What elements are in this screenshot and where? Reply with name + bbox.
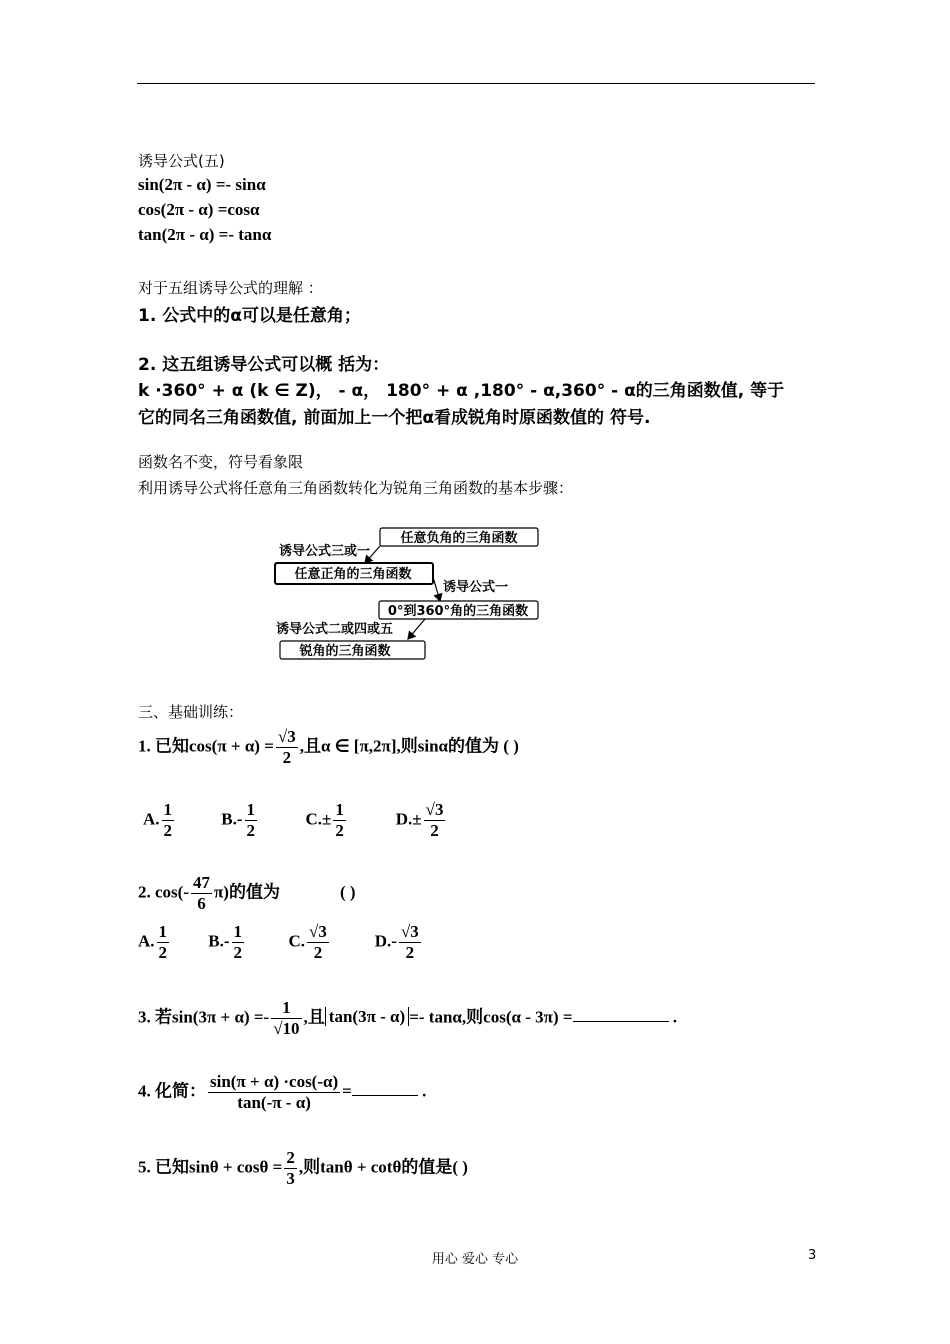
page-footer: 用心 爱心 专心: [431, 1252, 519, 1267]
q1-frac-num: √3: [277, 727, 296, 746]
q1-suffix: ,且α ∈ [π,2π],则sinα的值为 ( ): [299, 736, 519, 756]
box-positive-angle-label: 任意正角的三角函数: [294, 567, 412, 582]
q4-answer-blank[interactable]: [352, 1081, 418, 1096]
q2-option-a[interactable]: A. $\frac{1}{2}$: [138, 922, 168, 962]
section-title: 诱导公式(五): [138, 152, 225, 170]
question-2: 2. cos(- $\frac{47}{6}$ π)的值为 ( ): [138, 873, 356, 913]
formula-sin: sin(2π - α) =- sinα: [138, 175, 266, 194]
understanding-point-2-title: 2. 这五组诱导公式可以概 括为：: [138, 355, 390, 375]
q5-fraction: $\frac{2}{3}$: [286, 1148, 295, 1188]
label-formula-3-or-1: 诱导公式三或一: [279, 544, 371, 559]
page-number: 3: [808, 1248, 817, 1263]
header-rule: [137, 83, 815, 84]
box-acute-angle-label: 锐角的三角函数: [299, 644, 391, 659]
understanding-point-2-line-2: 它的同名三角函数值, 前面加上一个把α看成锐角时原函数值的 符号.: [138, 408, 651, 428]
q1-option-a[interactable]: A. $\frac{1}{2}$: [143, 800, 173, 840]
label-formula-1: 诱导公式一: [443, 580, 509, 595]
q2-option-c[interactable]: C. $\frac{√3}{2}$: [288, 922, 327, 962]
q1-fraction: [276, 727, 298, 768]
question-4: 4. 化简： $\frac{\sin(\pi + \alpha) \cdot\cos(-\alpha)}{\tan(-\pi - \alpha)}$ = .: [138, 1072, 427, 1112]
understanding-heading: 对于五组诱导公式的理解 ：: [138, 279, 323, 297]
q1-options: [143, 800, 447, 841]
q4-fraction: $\frac{\sin(\pi + \alpha) \cdot\cos(-\alpha)}{\tan(-\pi - \alpha)}$: [210, 1072, 339, 1112]
rule-text: 函数名不变，符号看象限: [138, 453, 304, 471]
q3-absolute-value: tan(3π - α): [325, 1007, 409, 1026]
q2-option-b[interactable]: B.- $\frac{1}{2}$: [208, 922, 243, 962]
formula-tan: tan(2π - α) =- tanα: [138, 225, 272, 244]
q2-option-d[interactable]: D.- $\frac{√3}{2}$: [374, 922, 419, 962]
arrow-0-360-to-acute: [408, 619, 425, 639]
understanding-point-1: 1. 公式中的α可以是任意角；: [138, 306, 361, 326]
q2-answer-paren: ( ): [339, 882, 356, 902]
question-3: 3. 若sin(3π + α) =- $\frac{1}{√10}$ ,且 tan(3π - α) =- tanα,则cos(α - 3π) = .: [138, 998, 678, 1038]
q2-options: [138, 922, 423, 963]
steps-intro: 利用诱导公式将任意角三角函数转化为锐角三角函数的基本步骤：: [138, 479, 574, 497]
box-0-to-360-label: 0°到360°角的三角函数: [387, 604, 529, 619]
q1-frac-den: 2: [282, 747, 292, 767]
q1-option-d[interactable]: D.± $\frac{√3}{2}$: [395, 800, 444, 840]
question-5: 5. 已知sinθ + cosθ = $\frac{2}{3}$ ,则tanθ + cotθ的值是( ): [138, 1148, 468, 1188]
q1-option-c[interactable]: C.± $\frac{1}{2}$: [305, 800, 344, 840]
q3-answer-blank[interactable]: [573, 1007, 669, 1022]
exercises-heading: 三、基础训练：: [138, 703, 244, 721]
box-negative-angle-label: 任意负角的三角函数: [400, 531, 518, 546]
label-formula-2-4-5: 诱导公式二或四或五: [276, 622, 394, 637]
q1-prefix: 1. 已知cos(π + α) =: [138, 736, 274, 756]
question-1: [138, 727, 519, 768]
understanding-point-2-line-1: k ·360° + α (k ∈ Z)， - α， 180° + α ,180° - α,360° - α的三角函数值, 等于: [138, 381, 785, 401]
formula-cos: cos(2π - α) =cosα: [138, 200, 260, 219]
q3-fraction: $\frac{1}{√10}$: [273, 998, 300, 1038]
q2-fraction: $\frac{47}{6}$: [192, 873, 210, 913]
flowchart: [0, 515, 950, 695]
q1-option-b[interactable]: B.- $\frac{1}{2}$: [221, 800, 256, 840]
arrow-positive-to-0-360: [433, 577, 440, 601]
